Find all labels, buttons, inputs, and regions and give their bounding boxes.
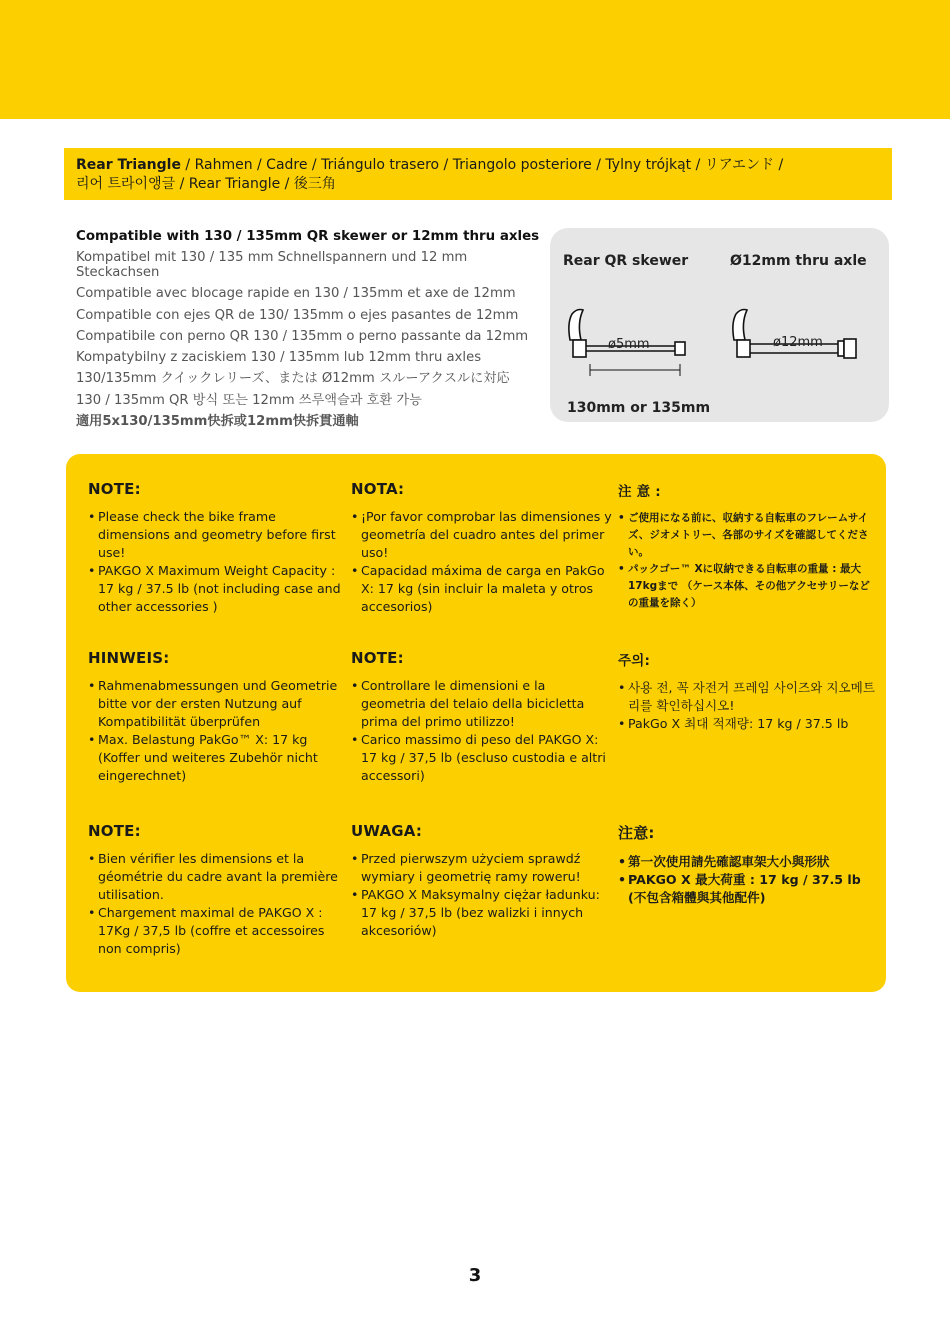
note-ja-item: • パックゴー™ Xに収納できる自転車の重量 : 最大17kgまで （ケース本体、その他アクセサリーなどの重量を除く） xyxy=(618,561,876,612)
axle-length-label: 130mm or 135mm xyxy=(567,400,711,416)
compatibility-de: Kompatibel mit 130 / 135 mm Schnellspannern und 12 mm Steckachsen xyxy=(76,250,468,281)
note-pl xyxy=(351,822,613,940)
note-es-item: • ¡Por favor comprobar las dimensiones y geometría del cuadro antes del primer uso! xyxy=(351,508,613,562)
compatibility-list xyxy=(76,226,546,432)
header-band xyxy=(0,0,950,119)
note-ko xyxy=(618,649,876,733)
note-de-heading: HINWEIS: xyxy=(88,649,170,667)
note-ko-item: • PakGo X 최대 적재량: 17 kg / 37.5 lb xyxy=(618,715,876,733)
section-title-line1 xyxy=(76,156,880,175)
note-it-item: • Carico massimo di peso del PAKGO X: 17 kg / 37,5 lb (escluso custodia e altri accessori) xyxy=(351,731,613,785)
note-de-item: • Max. Belastung PakGo™ X: 17 kg (Koffer und weiteres Zubehör nicht eingerechnet) xyxy=(88,731,346,785)
note-fr-item: • Bien vérifier les dimensions et la géométrie du cadre avant la première utilisation. xyxy=(88,850,346,904)
note-zh-item: • 第一次使用請先確認車架大小與形狀 xyxy=(618,853,876,871)
note-de xyxy=(88,649,346,785)
note-en xyxy=(88,480,346,616)
note-es xyxy=(351,480,613,616)
note-fr xyxy=(88,822,346,958)
compatibility-zh: 適用5x130/135mm快拆或12mm快拆貫通軸 xyxy=(76,414,359,430)
section-title-line2: 리어 트라이앵글 / Rear Triangle / 後三角 xyxy=(76,176,336,192)
qr-skewer-title: Rear QR skewer xyxy=(563,253,689,269)
section-title-rest: / Rahmen / Cadre / Triángulo trasero / Triangolo posteriore / Tylny trójkąt / リアエンド / xyxy=(180,157,784,173)
note-fr-heading: NOTE: xyxy=(88,822,141,840)
note-zh-item: • PAKGO X 最大荷重 : 17 kg / 37.5 lb (不包含箱體與其他配件) xyxy=(618,871,876,907)
note-fr-item: • Chargement maximal de PAKGO X : 17Kg / 37,5 lb (coffre et accessoires non compris) xyxy=(88,904,346,958)
notes-panel xyxy=(66,454,886,992)
note-pl-item: • Przed pierwszym użyciem sprawdź wymiary i geometrię ramy roweru! xyxy=(351,850,613,886)
note-ja-heading: 注 意 : xyxy=(618,484,661,500)
note-ja-item: • ご使用になる前に、収納する自転車のフレームサイズ、ジオメトリー、各部のサイズを確認してください。 xyxy=(618,510,876,561)
note-it-heading: NOTE: xyxy=(351,649,404,667)
note-pl-heading: UWAGA: xyxy=(351,822,423,840)
note-de-item: • Rahmenabmessungen und Geometrie bitte vor der ersten Nutzung auf Kompatibilität überprüfen xyxy=(88,677,346,731)
note-es-heading: NOTA: xyxy=(351,480,405,498)
qr-diameter-label: ø5mm xyxy=(608,337,650,352)
compatibility-es: Compatible con ejes QR de 130/ 135mm o ejes pasantes de 12mm xyxy=(76,307,519,323)
note-en-item: • PAKGO X Maximum Weight Capacity : 17 kg / 37.5 lb (not including case and other accessories ) xyxy=(88,562,346,616)
thru-axle-drawing xyxy=(733,310,856,359)
note-zh-heading: 注意: xyxy=(618,824,655,842)
note-it xyxy=(351,649,613,785)
thru-diameter-label: ø12mm xyxy=(773,335,823,350)
note-en-item: • Please check the bike frame dimensions and geometry before first use! xyxy=(88,508,346,562)
page-number: 3 xyxy=(468,1265,482,1286)
compatibility-fr: Compatible avec blocage rapide en 130 / 135mm et axe de 12mm xyxy=(76,286,516,302)
compatibility-en: Compatible with 130 / 135mm QR skewer or 12mm thru axles xyxy=(76,229,540,244)
compatibility-it: Compatibile con perno QR 130 / 135mm o perno passante da 12mm xyxy=(76,328,529,344)
note-es-item: • Capacidad máxima de carga en PakGo X: 17 kg (sin incluir la maleta y otros accesorios) xyxy=(351,562,613,616)
note-pl-item: • PAKGO X Maksymalny ciężar ładunku: 17 kg / 37,5 lb (bez walizki i innych akcesoriów) xyxy=(351,886,613,940)
note-zh xyxy=(618,822,876,907)
note-en-heading: NOTE: xyxy=(88,480,141,498)
axle-diagram-panel xyxy=(550,228,889,422)
note-ja xyxy=(618,480,876,612)
compatibility-ja: 130/135mm クイックレリーズ、または Ø12mm スルーアクスルに対応 xyxy=(76,371,510,387)
axle-diagram xyxy=(550,228,889,422)
compatibility-ko: 130 / 135mm QR 방식 또는 12mm 쓰루액슬과 호환 가능 xyxy=(76,392,422,408)
note-it-item: • Controllare le dimensioni e la geometria del telaio della bicicletta prima del primo utilizzo! xyxy=(351,677,613,731)
compatibility-pl: Kompatybilny z zaciskiem 130 / 135mm lub 12mm thru axles xyxy=(76,350,482,366)
note-ko-item: • 사용 전, 꼭 자전거 프레임 사이즈와 지오메트리를 확인하십시오! xyxy=(618,679,876,715)
thru-axle-title: Ø12mm thru axle xyxy=(730,253,867,269)
section-title-bar xyxy=(64,148,892,200)
note-ko-heading: 주의: xyxy=(618,653,651,669)
section-title-bold: Rear Triangle xyxy=(76,157,181,173)
